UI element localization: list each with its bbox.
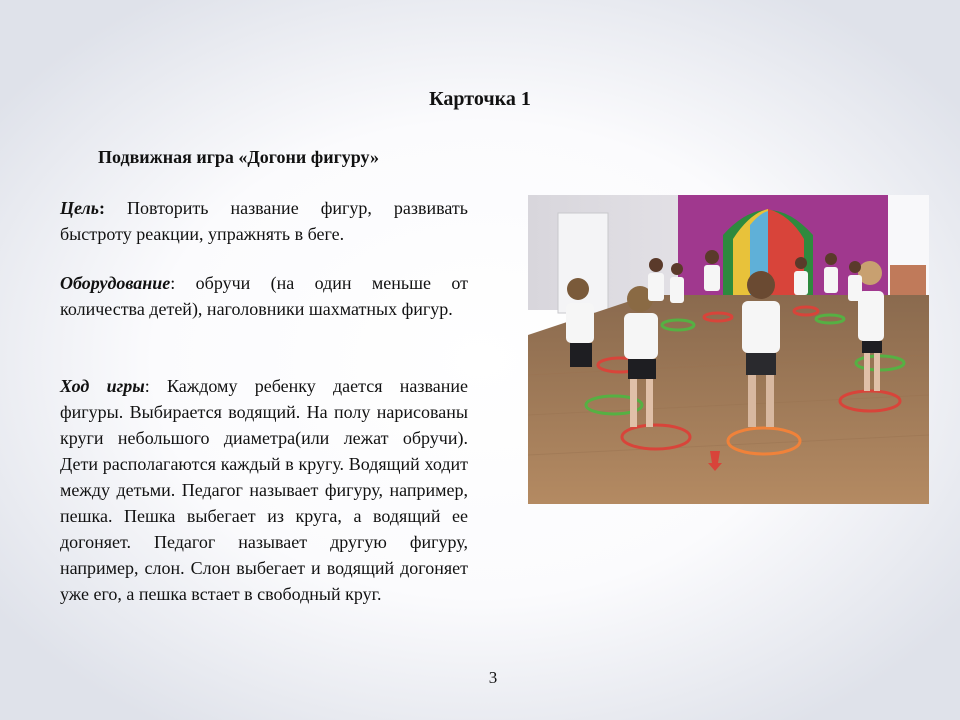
equipment-paragraph (60, 270, 468, 322)
goal-colon: : (99, 198, 106, 218)
equipment-text: : обручи (на один меньше от количества детей), наголовники шахматных фигур. (60, 273, 468, 319)
procedure-paragraph (60, 373, 468, 607)
goal-text: Повторить название фигур, развивать быстроту реакции, упражнять в беге. (60, 198, 468, 244)
page-number: 3 (488, 668, 498, 687)
photo-children-hoops-icon (528, 195, 929, 504)
game-title: Подвижная игра «Догони фигуру» (98, 147, 379, 167)
game-photo (528, 195, 929, 504)
goal-paragraph (60, 195, 468, 247)
card-title: Карточка 1 (429, 88, 531, 110)
goal-label: Цель (60, 198, 100, 218)
procedure-text: : Каждому ребенку дается название фигуры. Выбирается водящий. На полу нарисованы круги небольшого диаметра(или лежат обручи). Дети располагаются каждый в кругу. Водящий ходит между детьми. Педагог называет фигуру, например, пешка. Пешка выбегает из круга, а водящий ее догоняет. Педагог называет другую фигуру, например, слон. Слон выбегает и водящий догоняет уже его, а пешка встает в свободный круг. (60, 376, 469, 604)
equipment-label: Оборудование (60, 273, 171, 293)
procedure-label: Ход игры (60, 376, 145, 396)
